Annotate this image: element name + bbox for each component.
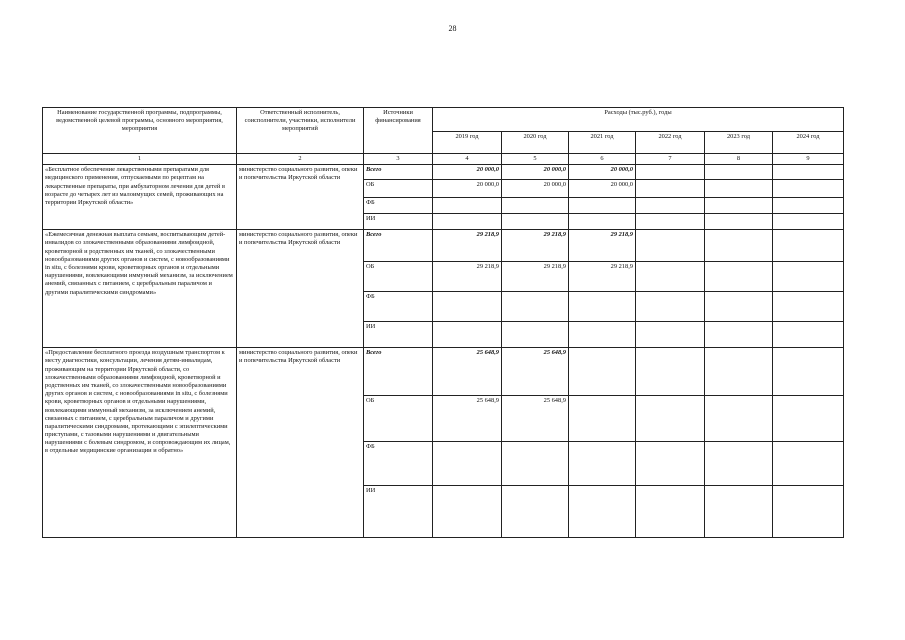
value-cell [433,214,502,230]
value-cell: 20 000,0 [569,180,636,198]
source-fb: ФБ [364,442,433,486]
source-total: Всего [364,165,433,180]
value-cell: 20 000,0 [502,180,569,198]
responsible-executor: министерство социального развития, опеки и попечительства Иркутской области [237,165,364,230]
value-cell [433,198,502,214]
value-cell [705,292,773,322]
value-cell [636,230,705,262]
source-ob: ОБ [364,396,433,442]
value-cell [433,486,502,538]
header-sources: Источники финансирования [364,108,433,154]
value-cell [636,262,705,292]
value-cell [569,486,636,538]
value-cell [773,442,844,486]
table-row [43,348,844,396]
value-cell [502,214,569,230]
value-cell [636,165,705,180]
column-number: 5 [502,154,569,165]
program-name: «Предоставление бесплатного проезда воздушным транспортом к месту диагностики, консультации, лечения детям-инвалидам, проживающим на территории Иркутской области, со злокачественными образованиями лимфоидной, кроветворной и родственных им тканей, со злокачественными новообразованиями других органов и систем, с новообразованиями in situ, с болезнями крови, кроветворных органов и отдельными нарушениями, вовлекающими иммунный механизм, за исключением анемий, связанных с питанием, с церебральным параличом и другими паралитическими синдромами, протекающими с эпилептическими приступами, с тазовыми нарушениями и двигательными нарушениями с болевым синдромом, и сопровождающим их лицам, в отдельные медицинские организации и обратно» [43,348,237,538]
column-numbers-row [43,154,844,165]
value-cell: 20 000,0 [502,165,569,180]
value-cell [569,396,636,442]
column-number: 4 [433,154,502,165]
header-year: 2019 год [433,132,502,154]
value-cell [636,322,705,348]
value-cell: 25 648,9 [433,348,502,396]
value-cell [773,348,844,396]
header-expenses: Расходы (тыс.руб.), годы [433,108,844,132]
value-cell [636,396,705,442]
column-number: 6 [569,154,636,165]
value-cell [773,198,844,214]
value-cell: 20 000,0 [433,165,502,180]
expenses-table [42,107,844,538]
program-name: «Бесплатное обеспечение лекарственными препаратами для медицинского применения, отпускаемыми по рецептам на лекарственные препараты, при амбулаторном лечении для детей в возрасте до четырех лет из малоимущих семей, проживающих на территории Иркутской области» [43,165,237,230]
column-number: 9 [773,154,844,165]
value-cell [773,396,844,442]
value-cell [433,442,502,486]
source-fb: ФБ [364,198,433,214]
column-number: 2 [237,154,364,165]
source-fb: ФБ [364,292,433,322]
header-year: 2021 год [569,132,636,154]
value-cell [705,262,773,292]
value-cell [502,292,569,322]
value-cell [705,322,773,348]
value-cell [705,348,773,396]
value-cell: 20 000,0 [433,180,502,198]
value-cell [569,348,636,396]
value-cell [773,262,844,292]
value-cell [569,292,636,322]
value-cell [502,442,569,486]
value-cell [705,198,773,214]
value-cell [705,180,773,198]
value-cell: 29 218,9 [502,262,569,292]
column-number: 7 [636,154,705,165]
value-cell [705,486,773,538]
value-cell: 29 218,9 [569,262,636,292]
header-name: Наименование государственной программы, подпрограммы, ведомственной целевой программы, основного мероприятия, мероприятия [43,108,237,154]
value-cell [569,442,636,486]
table-row [43,230,844,262]
value-cell [636,442,705,486]
value-cell: 29 218,9 [569,230,636,262]
value-cell [636,214,705,230]
value-cell [773,165,844,180]
value-cell: 20 000,0 [569,165,636,180]
value-cell [773,180,844,198]
table-row [43,165,844,180]
value-cell [636,292,705,322]
value-cell [773,322,844,348]
value-cell [636,198,705,214]
value-cell [433,292,502,322]
source-ii: ИИ [364,322,433,348]
value-cell [569,322,636,348]
page-number: 28 [448,24,457,33]
value-cell: 25 648,9 [502,348,569,396]
value-cell [773,230,844,262]
program-name: «Ежемесячная денежная выплата семьям, воспитывающим детей-инвалидов со злокачественными образованиями лимфоидной, кроветворной и родственных им тканей, со злокачественными новообразованиями других органов и систем, с новообразованиями in situ, с болезнями крови, кроветворных органов и отдельными нарушениями, вовлекающими иммунный механизм, за исключением анемий, связанных с питанием, с церебральным параличом и другими паралитическими синдромами» [43,230,237,348]
value-cell [705,165,773,180]
value-cell: 29 218,9 [502,230,569,262]
value-cell: 29 218,9 [433,230,502,262]
header-year: 2024 год [773,132,844,154]
value-cell [433,322,502,348]
value-cell [502,322,569,348]
header-year: 2020 год [502,132,569,154]
value-cell [705,230,773,262]
source-ii: ИИ [364,214,433,230]
source-total: Всего [364,348,433,396]
value-cell [636,348,705,396]
value-cell: 25 648,9 [433,396,502,442]
value-cell: 25 648,9 [502,396,569,442]
value-cell [636,486,705,538]
value-cell [705,214,773,230]
value-cell [569,214,636,230]
value-cell [569,198,636,214]
value-cell [502,486,569,538]
value-cell [773,486,844,538]
value-cell [773,292,844,322]
responsible-executor: министерство социального развития, опеки и попечительства Иркутской области [237,348,364,538]
source-ob: ОБ [364,180,433,198]
column-number: 8 [705,154,773,165]
value-cell [705,442,773,486]
value-cell [773,214,844,230]
value-cell [502,198,569,214]
column-number: 1 [43,154,237,165]
value-cell [636,180,705,198]
column-number: 3 [364,154,433,165]
header-year: 2022 год [636,132,705,154]
source-ii: ИИ [364,486,433,538]
value-cell [705,396,773,442]
value-cell: 29 218,9 [433,262,502,292]
source-ob: ОБ [364,262,433,292]
responsible-executor: министерство социального развития, опеки и попечительства Иркутской области [237,230,364,348]
header-year: 2023 год [705,132,773,154]
header-responsible: Ответственный исполнитель, соисполнители, участники, исполнители мероприятий [237,108,364,154]
source-total: Всего [364,230,433,262]
